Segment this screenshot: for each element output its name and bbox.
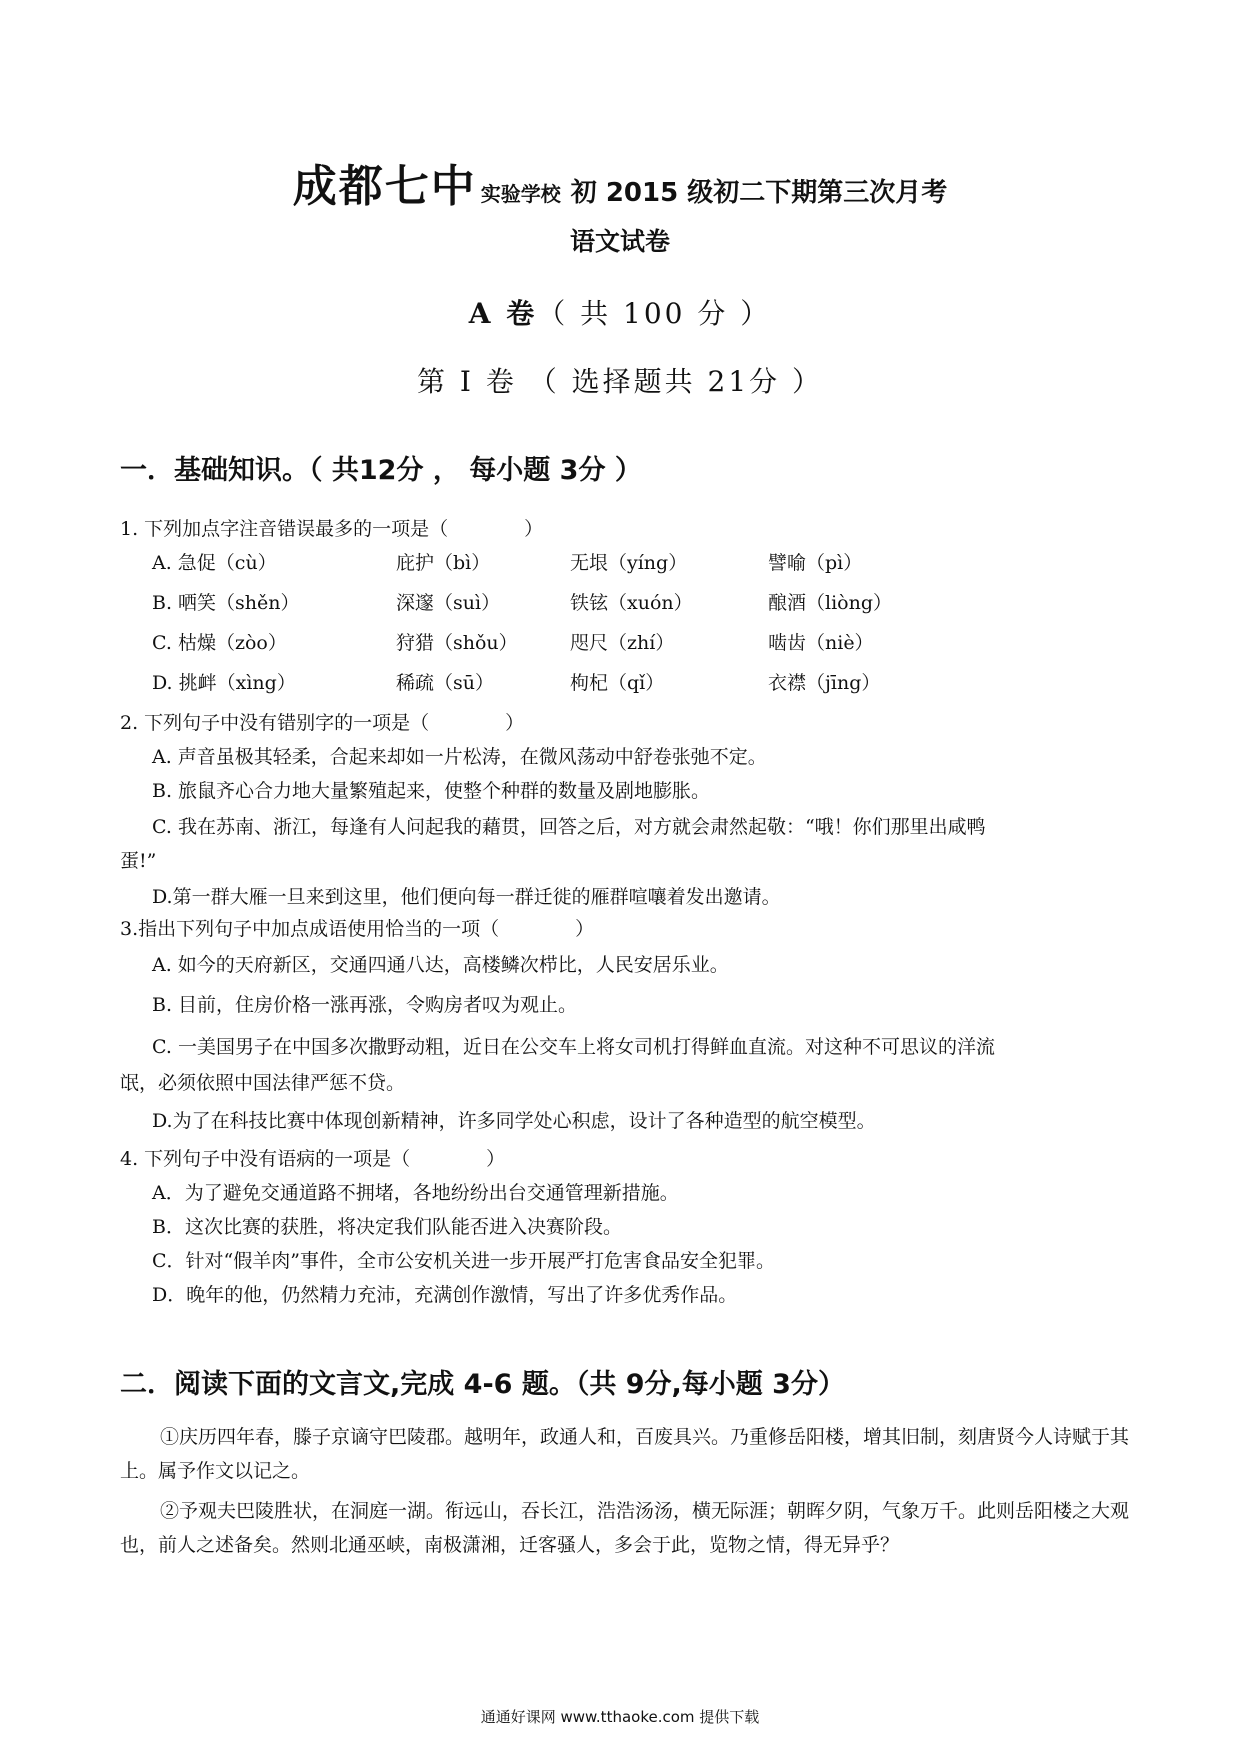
option-cell: 庇护（bì）: [396, 552, 491, 574]
question-3-option-a: A. 如今的天府新区，交通四通八达，高楼鳞次栉比，人民安居乐业。: [152, 954, 729, 976]
option-cell: 譬喻（pì）: [768, 552, 863, 574]
question-2-option-b: B. 旅鼠齐心合力地大量繁殖起来，使整个种群的数量及剧地膨胀。: [152, 780, 711, 802]
question-2-option-c: C. 我在苏南、浙江，每逢有人问起我的藉贯，回答之后，对方就会肃然起敬：“哦！你们那里出咸鸭: [152, 816, 986, 838]
question-2-option-d: D.第一群大雁一旦来到这里，他们便向每一群迁徙的雁群喧嚷着发出邀请。: [152, 886, 781, 908]
option-cell: A. 急促（cù）: [152, 552, 277, 574]
section-2-heading: 二．阅读下面的文言文,完成 4-6 题。（共 9分,每小题 3分）: [120, 1369, 845, 1400]
question-4-option-b: B．这次比赛的获胜，将决定我们队能否进入决赛阶段。: [152, 1216, 622, 1238]
option-cell: D. 挑衅（xìng）: [152, 672, 296, 694]
question-2-stem: 2. 下列句子中没有错别字的一项是（ ）: [120, 712, 525, 734]
volume-a-score: （ 共 100 分 ）: [537, 297, 772, 330]
option-cell: 啮齿（niè）: [768, 632, 874, 654]
exam-name: 初 2015 级初二下期第三次月考: [570, 178, 948, 208]
option-cell: 稀疏（sū）: [396, 672, 494, 694]
option-cell: 咫尺（zhí）: [570, 632, 675, 654]
option-cell: 铁铉（xuón）: [570, 592, 693, 614]
section-1-heading: 一．基础知识。（ 共12分 ， 每小题 3分 ）: [120, 455, 642, 486]
option-cell: 衣襟（jīng）: [768, 672, 881, 694]
subject-title: 语文试卷: [569, 227, 670, 256]
option-cell: 深邃（suì）: [396, 592, 501, 614]
option-cell: C. 枯燥（zòo）: [152, 632, 287, 654]
question-4-stem: 4. 下列句子中没有语病的一项是（ ）: [120, 1148, 506, 1170]
school-subname: 实验学校: [480, 182, 561, 206]
option-cell: 无垠（yíng）: [570, 552, 688, 574]
question-2-option-c-cont: 蛋!”: [120, 850, 157, 872]
volume-a-title: [0, 292, 1240, 332]
question-3-option-d: D.为了在科技比赛中体现创新精神，许多同学处心积虑，设计了各种造型的航空模型。: [152, 1110, 876, 1132]
option-cell: 枸杞（qǐ）: [570, 672, 665, 694]
school-name: 成都七中: [292, 161, 477, 212]
volume-a-letter: A 卷: [468, 297, 538, 330]
question-3-option-c-cont: 氓，必须依照中国法律严惩不贷。: [120, 1072, 406, 1094]
question-4-option-c: C．针对“假羊肉”事件，全市公安机关进一步开展严打危害食品安全犯罪。: [152, 1250, 775, 1272]
question-1-stem: 1. 下列加点字注音错误最多的一项是（ ）: [120, 518, 544, 540]
question-3-option-b: B. 目前，住房价格一涨再涨，令购房者叹为观止。: [152, 994, 578, 1016]
question-4-option-a: A．为了避免交通道路不拥堵，各地纷纷出台交通管理新措施。: [152, 1182, 679, 1204]
option-cell: 狩猎（shǒu）: [396, 632, 518, 654]
option-cell: 酿酒（liòng）: [768, 592, 892, 614]
question-2-option-a: A. 声音虽极其轻柔，合起来却如一片松涛，在微风荡动中舒卷张弛不定。: [152, 746, 767, 768]
passage-paragraph-1: ①庆历四年春，滕子京谪守巴陵郡。越明年，政通人和，百废具兴。乃重修岳阳楼，增其旧制，刻唐贤今人诗赋于其上。属予作文以记之。: [120, 1426, 1130, 1482]
passage-paragraph-2: ②予观夫巴陵胜状，在洞庭一湖。衔远山，吞长江，浩浩汤汤，横无际涯；朝晖夕阴，气象万千。此则岳阳楼之大观也，前人之述备矣。然则北通巫峡，南极潇湘，迁客骚人，多会于此，览物之情，得无异乎？: [120, 1500, 1130, 1556]
question-3-option-c: C. 一美国男子在中国多次撒野动粗，近日在公交车上将女司机打得鲜血直流。对这种不可思议的洋流: [152, 1036, 995, 1058]
volume-1-title: 第 I 卷 （ 选择题共 21分 ）: [416, 365, 824, 398]
exam-title: [0, 150, 1240, 214]
question-3-stem: 3.指出下列句子中加点成语使用恰当的一项（ ）: [120, 918, 595, 940]
question-4-option-d: D．晚年的他，仍然精力充沛，充满创作激情，写出了许多优秀作品。: [152, 1284, 738, 1306]
option-cell: B. 哂笑（shěn）: [152, 592, 300, 614]
footer-credit: 通通好课网 www.tthaoke.com 提供下载: [480, 1708, 760, 1726]
